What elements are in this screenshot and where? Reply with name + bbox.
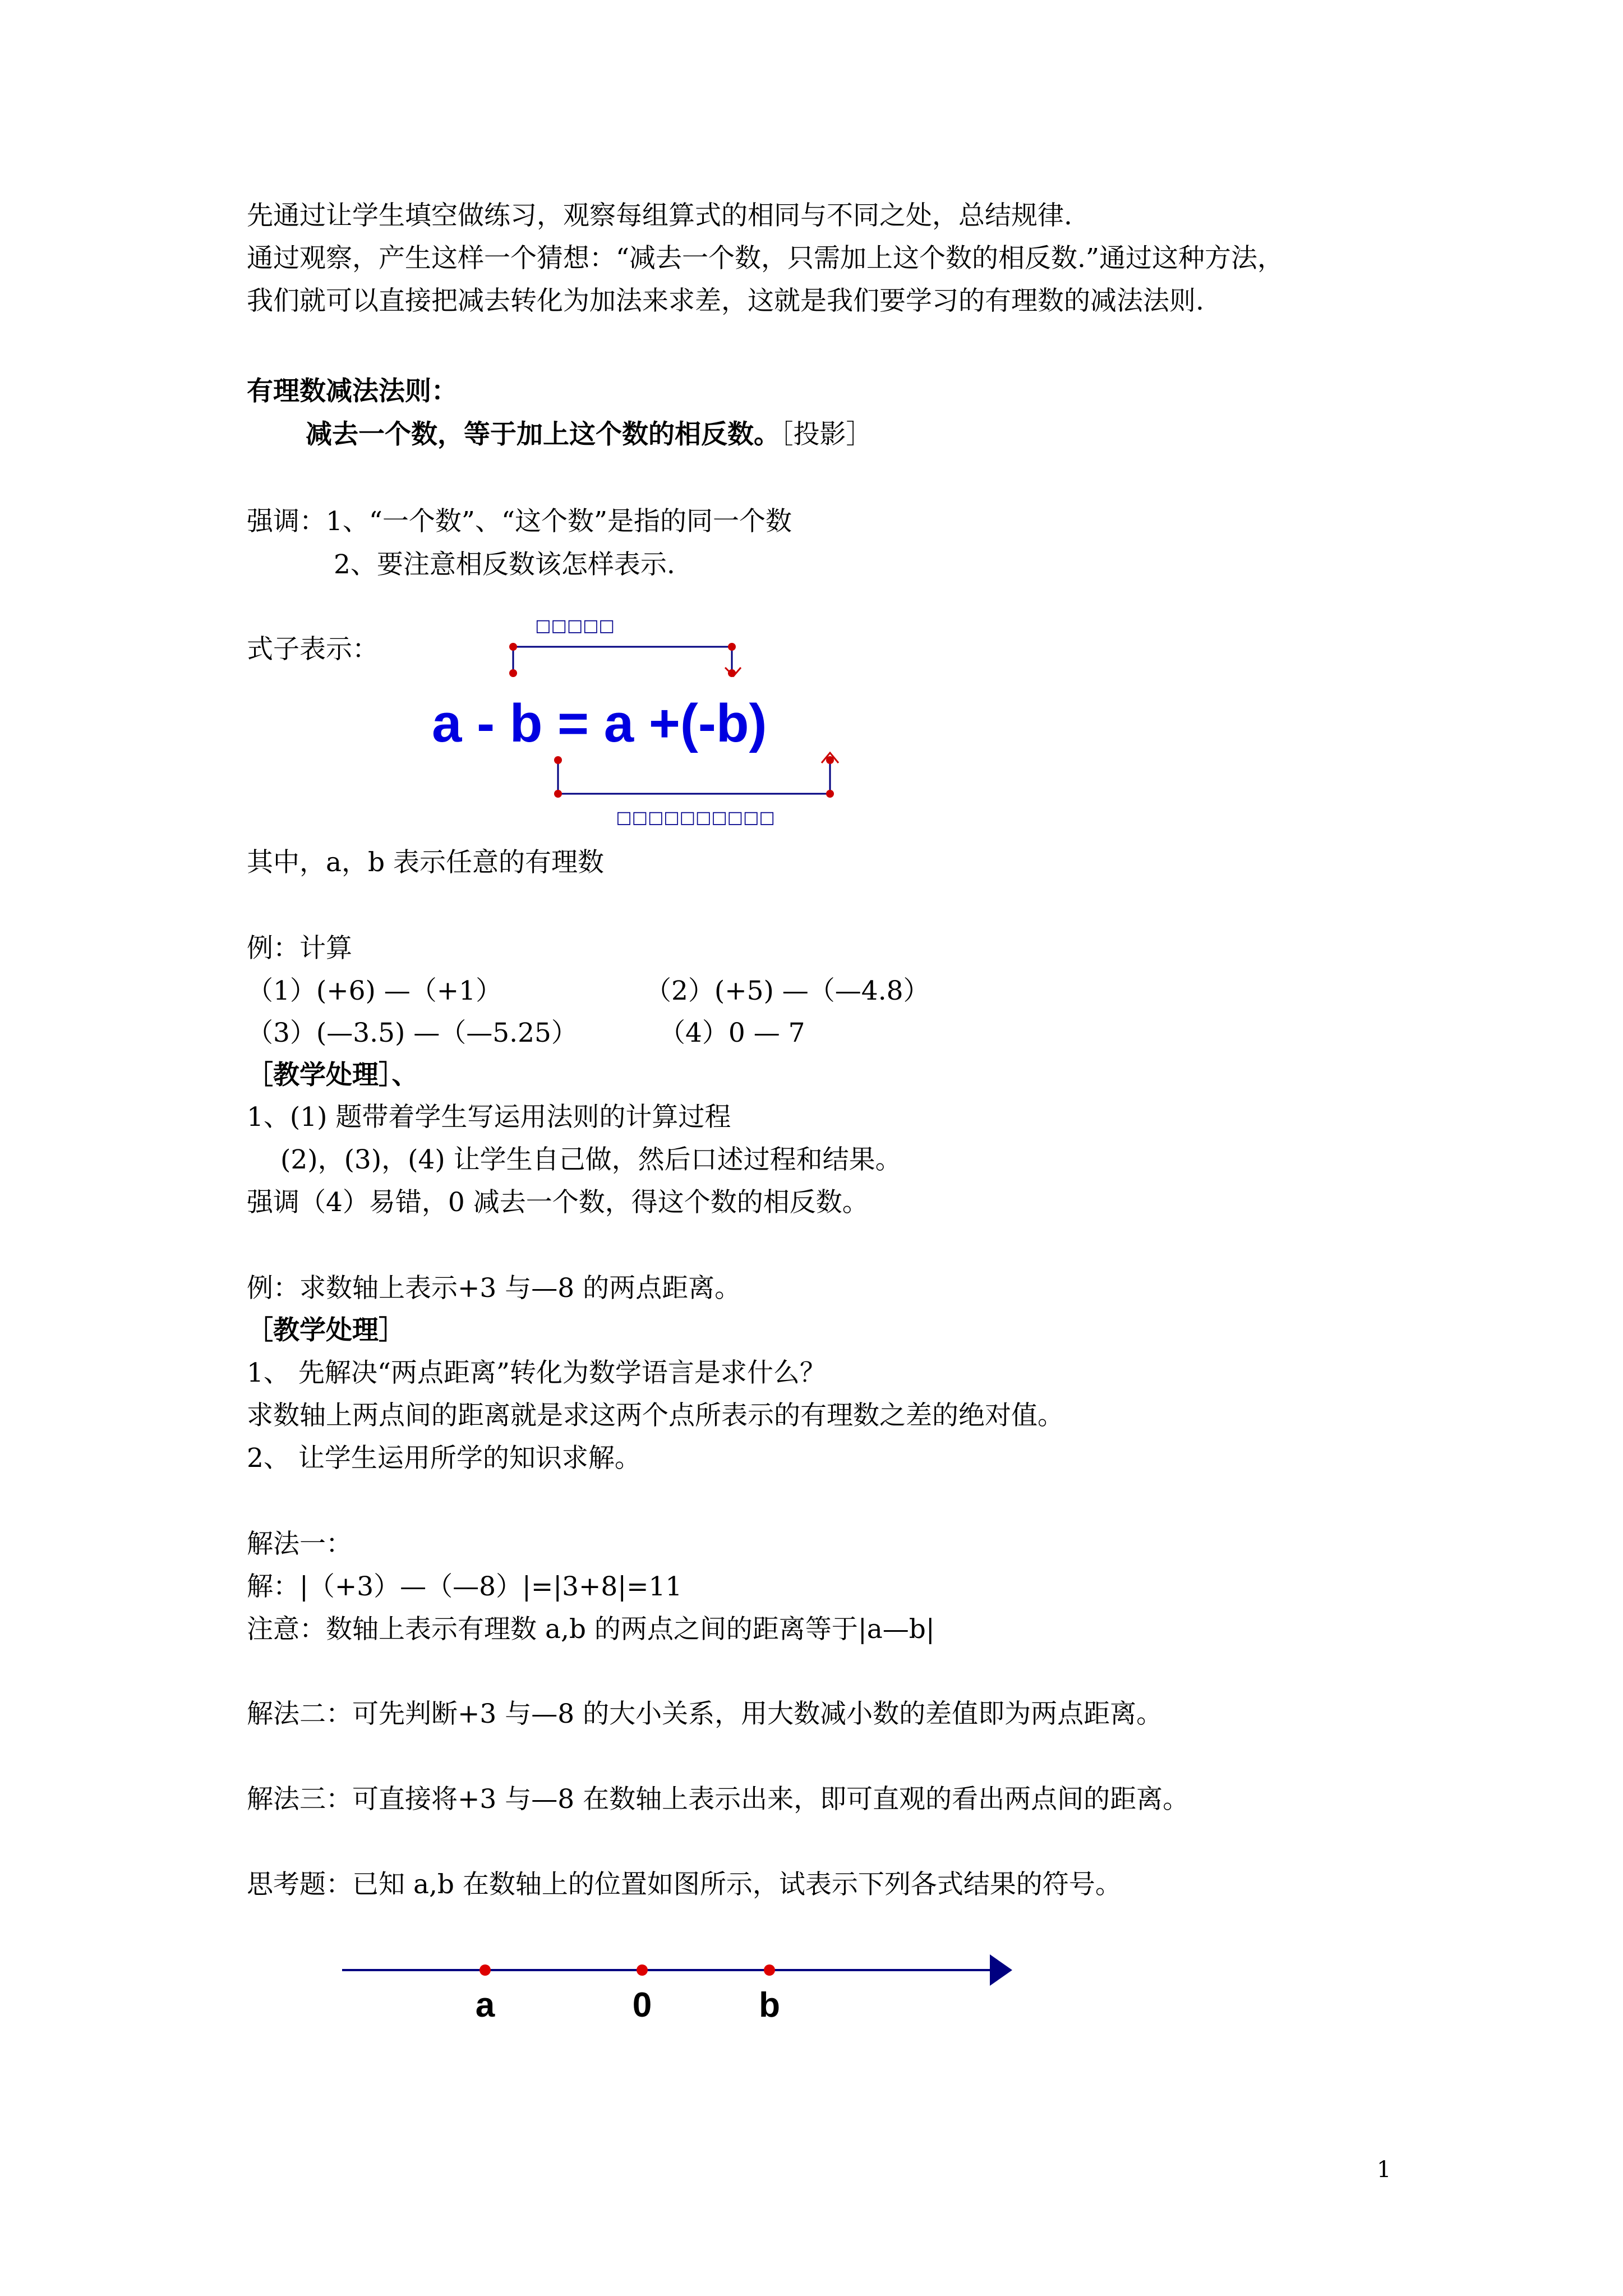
formula-diagram: [415, 611, 897, 836]
number-line-arrow: [990, 1954, 1012, 1986]
solution1-line-1: 解：|（+3）—（—8）|=|3+8|=11: [247, 1571, 683, 1602]
teaching1-heading: ［教学处理］、: [247, 1060, 418, 1091]
formula-marker: [728, 643, 736, 651]
formula-top-caption: □□□□□: [535, 616, 615, 636]
teaching2-line-1: 1、 先解决“两点距离”转化为数学语言是求什么？: [247, 1358, 826, 1388]
example1-problem-4: （4）0 — 7: [659, 1018, 805, 1048]
point-zero: [637, 1964, 648, 1976]
emphasis-line-1: 强调：1、“一个数”、“这个数”是指的同一个数: [247, 506, 792, 537]
rule-statement-row: [306, 418, 873, 452]
example1-title: 例：计算: [247, 933, 352, 964]
teaching2-heading: ［教学处理］: [247, 1315, 405, 1346]
rule-heading: 有理数减法法则：: [247, 376, 458, 407]
intro-line-3: 我们就可以直接把减去转化为加法来求差，这就是我们要学习的有理数的减法法则.: [247, 286, 1204, 316]
formula-marker: [554, 790, 562, 798]
formula-marker: [554, 756, 562, 764]
intro-line-1: 先通过让学生填空做练习，观察每组算式的相同与不同之处，总结规律.: [247, 200, 1072, 231]
thinking-question: 思考题：已知 a,b 在数轴上的位置如图所示，试表示下列各式结果的符号。: [247, 1869, 1122, 1900]
formula-top-bracket: [513, 647, 732, 673]
teaching1-line-2: (2)，(3)，(4) 让学生自己做，然后口述过程和结果。: [280, 1144, 902, 1175]
formula-marker: [826, 790, 834, 798]
example1-problem-3: （3）(—3.5) —（—5.25）: [247, 1018, 578, 1048]
formula-marker: [509, 669, 517, 677]
solution2: 解法二：可先判断+3 与—8 的大小关系，用大数减小数的差值即为两点距离。: [247, 1699, 1163, 1729]
page-number: 1: [1377, 2157, 1391, 2183]
point-a: [479, 1964, 491, 1976]
label-b: b: [759, 1986, 780, 2024]
formula-marker: [826, 756, 834, 764]
example1-problem-2: （2）(+5) —（—4.8）: [645, 976, 930, 1006]
formula-label: 式子表示：: [247, 634, 379, 665]
formula-expression: a - b = a +(-b): [432, 693, 767, 753]
example1-problem-1: （1）(+6) —（+1）: [247, 976, 502, 1006]
emphasis-line-2: 2、要注意相反数该怎样表示.: [334, 549, 675, 580]
solution1-line-2: 注意：数轴上表示有理数 a,b 的两点之间的距离等于|a—b|: [247, 1614, 935, 1645]
rule-statement-note: ［投影］: [780, 419, 873, 450]
solution3: 解法三：可直接将+3 与—8 在数轴上表示出来，即可直观的看出两点间的距离。: [247, 1784, 1189, 1815]
rule-statement: 减去一个数，等于加上这个数的相反数。: [306, 419, 780, 450]
point-b: [764, 1964, 775, 1976]
example2-title: 例：求数轴上表示+3 与—8 的两点距离。: [247, 1273, 741, 1304]
formula-bottom-caption: □□□□□□□□□□: [616, 808, 775, 827]
teaching2-line-2: 求数轴上两点间的距离就是求这两个点所表示的有理数之差的绝对值。: [247, 1400, 1064, 1431]
intro-line-2: 通过观察，产生这样一个猜想：“减去一个数，只需加上这个数的相反数.”通过这种方法，: [247, 243, 1284, 274]
teaching2-line-3: 2、 让学生运用所学的知识求解。: [247, 1443, 641, 1474]
teaching1-line-1: 1、(1) 题带着学生写运用法则的计算过程: [247, 1102, 731, 1133]
formula-marker: [509, 643, 517, 651]
where-note: 其中，a，b 表示任意的有理数: [247, 847, 605, 878]
number-line: [331, 1941, 1026, 2031]
teaching1-line-3: 强调（4）易错，0 减去一个数，得这个数的相反数。: [247, 1187, 869, 1218]
label-zero: 0: [632, 1986, 652, 2024]
formula-bottom-bracket: [558, 756, 830, 794]
label-a: a: [475, 1986, 495, 2024]
solution1-title: 解法一：: [247, 1529, 352, 1559]
formula-marker: [728, 669, 736, 677]
